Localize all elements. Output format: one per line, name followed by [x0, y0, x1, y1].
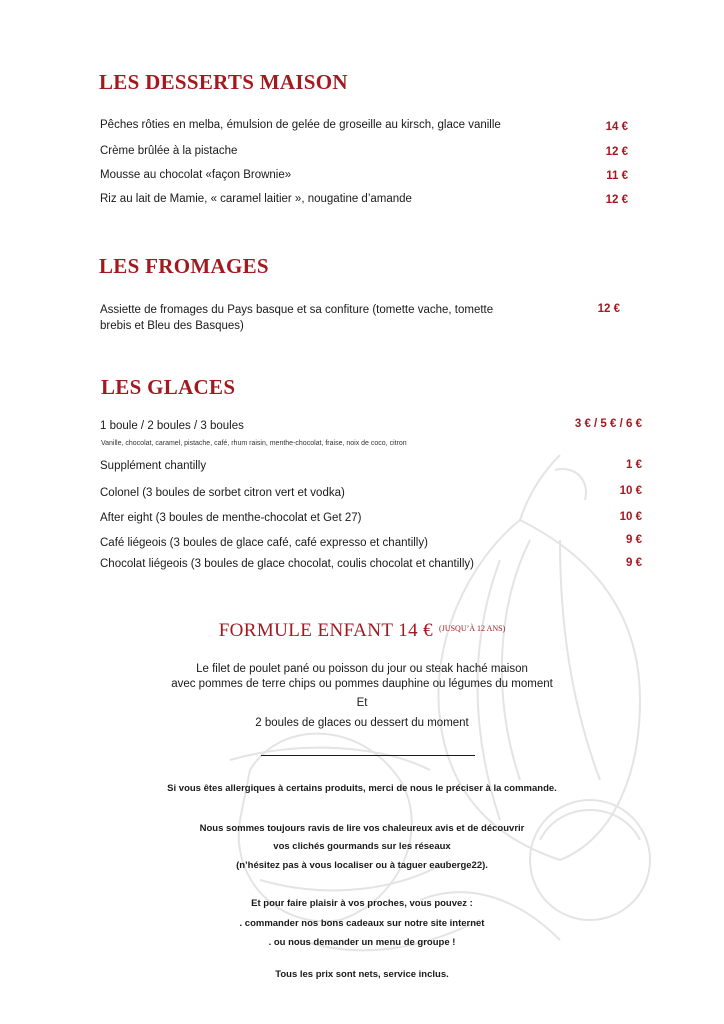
glace-flavours-note: Vanille, chocolat, caramel, pistache, café, rhum raisin, menthe-chocolat, fraise, noix de coco, citron — [101, 440, 407, 447]
glace-item-name: Café liégeois (3 boules de glace café, café expresso et chantilly) — [100, 537, 428, 549]
dessert-item-price: 12 € — [605, 194, 628, 206]
formule-age-note: (JUSQU’À 12 ANS) — [439, 624, 506, 633]
glace-item-name: Chocolat liégeois (3 boules de glace chocolat, coulis chocolat et chantilly) — [100, 558, 474, 570]
glace-item-name: 1 boule / 2 boules / 3 boules — [100, 420, 244, 432]
dessert-item-price: 11 € — [606, 170, 628, 182]
formule-title-text: FORMULE ENFANT 14 € — [218, 620, 434, 641]
glace-item-price: 9 € — [626, 557, 642, 569]
section-divider — [261, 755, 475, 756]
formule-enfant-title — [0, 620, 724, 642]
glace-item-name: Colonel (3 boules de sorbet citron vert et vodka) — [100, 487, 345, 499]
glace-item-price: 10 € — [619, 485, 642, 497]
gift-line: Et pour faire plaisir à vos proches, vous pouvez : — [251, 898, 473, 909]
dessert-item-name: Crème brûlée à la pistache — [100, 145, 238, 157]
review-line: (n’hésitez pas à vous localiser ou à taguer eauberge22). — [236, 860, 488, 871]
formule-line: Et — [356, 697, 368, 709]
dessert-item-name: Riz au lait de Mamie, « caramel laitier », nougatine d’amande — [100, 193, 412, 205]
prices-note: Tous les prix sont nets, service inclus. — [275, 969, 449, 980]
gift-line: . ou nous demander un menu de groupe ! — [268, 937, 456, 948]
review-line: vos clichés gourmands sur les réseaux — [273, 841, 451, 852]
glace-item-name: Supplément chantilly — [100, 460, 207, 472]
dessert-item-price: 14 € — [605, 121, 628, 133]
dessert-item-name: Mousse au chocolat «façon Brownie» — [100, 169, 292, 181]
glace-item-price: 9 € — [626, 534, 642, 546]
fromage-item-price: 12 € — [597, 303, 620, 315]
glace-item-price: 10 € — [619, 511, 642, 523]
fromage-item-name-line2: brebis et Bleu des Basques) — [100, 320, 244, 332]
dessert-item-name: Pêches rôties en melba, émulsion de gelée de groseille au kirsch, glace vanille — [100, 119, 501, 131]
formule-line: avec pommes de terre chips ou pommes dauphine ou légumes du moment — [171, 678, 553, 690]
desserts-section-title: LES DESSERTS MAISON — [99, 70, 348, 94]
dessert-item-price: 12 € — [605, 146, 628, 158]
glace-item-name: After eight (3 boules de menthe-chocolat et Get 27) — [100, 512, 362, 524]
formule-line: Le filet de poulet pané ou poisson du jour ou steak haché maison — [196, 663, 528, 675]
glace-item-price: 1 € — [626, 459, 642, 471]
glace-item-price: 3 € / 5 € / 6 € — [574, 418, 642, 430]
gift-line: . commander nos bons cadeaux sur notre site internet — [239, 918, 485, 929]
glaces-section-title: LES GLACES — [101, 375, 236, 399]
fromage-item-name-line1: Assiette de fromages du Pays basque et sa confiture (tomette vache, tomette — [100, 304, 494, 316]
fromages-section-title: LES FROMAGES — [99, 254, 269, 278]
allergy-notice: Si vous êtes allergiques à certains produits, merci de nous le préciser à la commande. — [167, 783, 557, 794]
review-line: Nous sommes toujours ravis de lire vos chaleureux avis et de découvrir — [199, 823, 525, 834]
formule-line: 2 boules de glaces ou dessert du moment — [255, 717, 469, 729]
